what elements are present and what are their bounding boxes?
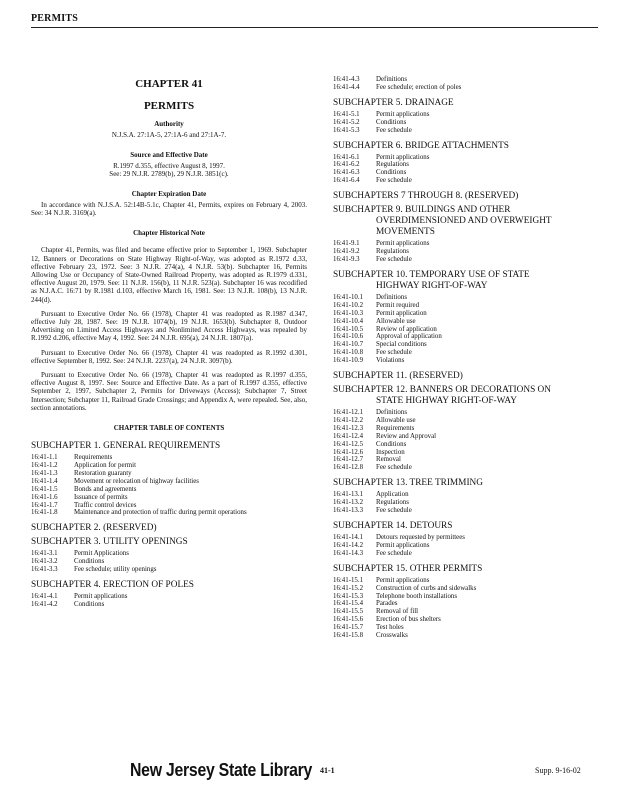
toc-entry bbox=[333, 632, 603, 640]
toc-entry bbox=[333, 84, 603, 92]
toc-entry bbox=[333, 349, 603, 357]
toc-entry bbox=[333, 169, 603, 177]
toc-entry bbox=[333, 294, 603, 302]
toc-entry bbox=[333, 542, 603, 550]
toc-entry-number: 16:41-6.2 bbox=[333, 161, 360, 169]
toc-entry-title: Definitions bbox=[376, 409, 408, 417]
toc-entry bbox=[333, 441, 603, 449]
toc-entry-number: 16:41-10.4 bbox=[333, 317, 364, 325]
toc-entry bbox=[31, 470, 307, 478]
toc-entry-title: Fee schedule; utility openings bbox=[74, 566, 157, 574]
toc-entry-title: Review and Approval bbox=[376, 432, 437, 440]
toc-entry-number: 16:41-4.2 bbox=[31, 600, 58, 608]
subchapter-heading bbox=[333, 98, 603, 109]
toc-entry-number: 16:41-5.3 bbox=[333, 126, 360, 134]
subchapter-heading-text: SUBCHAPTER 11. (RESERVED) bbox=[333, 371, 463, 382]
subchapter-heading-continuation: HIGHWAY RIGHT-OF-WAY bbox=[376, 280, 488, 291]
toc-entry-title: Application for permit bbox=[74, 461, 136, 469]
subchapter-heading-text: SUBCHAPTERS 7 THROUGH 8. (RESERVED) bbox=[333, 191, 519, 202]
toc-entry bbox=[333, 302, 603, 310]
toc-entry-title: Fee schedule bbox=[376, 126, 412, 134]
toc-entry-title: Permit applications bbox=[74, 593, 128, 601]
toc-entry bbox=[333, 491, 603, 499]
toc-left-list bbox=[31, 441, 307, 609]
toc-entry bbox=[333, 177, 603, 185]
toc-entry-number: 16:41-6.4 bbox=[333, 177, 360, 185]
toc-entry bbox=[333, 456, 603, 464]
chapter-number: CHAPTER 41 bbox=[135, 78, 203, 90]
toc-entry-title: Review of application bbox=[376, 325, 437, 333]
source-line-1: R.1997 d.355, effective August 8, 1997. bbox=[113, 162, 225, 170]
subchapter-heading bbox=[31, 441, 307, 452]
toc-entry-number: 16:41-13.1 bbox=[333, 491, 364, 499]
toc-entry bbox=[333, 357, 603, 365]
toc-entry bbox=[31, 558, 307, 566]
toc-entry-title: Telephone booth installations bbox=[376, 592, 458, 600]
toc-entry-number: 16:41-1.4 bbox=[31, 477, 58, 485]
toc-entry-number: 16:41-9.3 bbox=[333, 255, 360, 263]
toc-entry-number: 16:41-12.4 bbox=[333, 432, 364, 440]
toc-entry-title: Definitions bbox=[376, 76, 408, 83]
toc-entry-title: Parades bbox=[376, 600, 398, 608]
toc-entry-title: Construction of curbs and sidewalks bbox=[376, 584, 477, 592]
toc-entry-title: Restoration guaranty bbox=[74, 469, 132, 477]
toc-entry-title: Fee schedule bbox=[376, 349, 412, 357]
toc-entry bbox=[31, 509, 307, 517]
history-paragraph: Pursuant to Executive Order No. 66 (1978), Chapter 41 was readopted as R.1992 d.301, effective September 8, 1992. See: 24 N.J.R. 2237(a), 24 N.J.R. 3097(b). bbox=[31, 348, 307, 365]
toc-entry-number: 16:41-4.3 bbox=[333, 76, 360, 83]
toc-entry-title: Removal bbox=[376, 456, 401, 464]
toc-entry-number: 16:41-1.7 bbox=[31, 501, 58, 509]
toc-entry bbox=[333, 341, 603, 349]
toc-entry-title: Definitions bbox=[376, 293, 408, 301]
subchapter-heading-text: SUBCHAPTER 9. BUILDINGS AND OTHER bbox=[333, 205, 511, 216]
toc-entry bbox=[31, 462, 307, 470]
toc-entry-title: Traffic control devices bbox=[74, 501, 137, 509]
toc-entry-number: 16:41-5.2 bbox=[333, 118, 360, 126]
chapter-title: PERMITS bbox=[143, 100, 195, 112]
supplement-date: Supp. 9-16-02 bbox=[535, 766, 581, 775]
toc-entry-title: Permit Applications bbox=[74, 550, 129, 558]
subchapter-heading-text: SUBCHAPTER 2. (RESERVED) bbox=[31, 523, 157, 534]
toc-entry-title: Fee schedule bbox=[376, 177, 412, 185]
toc-entry-title: Application bbox=[376, 491, 409, 499]
toc-entry-number: 16:41-1.2 bbox=[31, 461, 58, 469]
toc-entry-number: 16:41-15.7 bbox=[333, 624, 364, 632]
library-name: New Jersey State Library bbox=[130, 760, 313, 780]
subchapter-heading bbox=[333, 371, 603, 382]
subchapter-heading bbox=[31, 523, 307, 534]
subchapter-sections bbox=[333, 111, 603, 135]
subchapter-heading bbox=[333, 521, 603, 532]
toc-entry-number: 16:41-12.6 bbox=[333, 448, 364, 456]
subchapter-heading-text: SUBCHAPTER 14. DETOURS bbox=[333, 521, 453, 531]
toc-entry bbox=[333, 240, 603, 248]
toc-entry-title: Allowable use bbox=[376, 416, 416, 424]
toc-entry bbox=[31, 601, 307, 609]
toc-entry bbox=[31, 454, 307, 462]
toc-entry-number: 16:41-15.4 bbox=[333, 600, 364, 608]
toc-entry-number: 16:41-4.4 bbox=[333, 83, 360, 91]
toc-entry-number: 16:41-10.3 bbox=[333, 309, 364, 317]
toc-entry-title: Conditions bbox=[376, 169, 407, 177]
subchapter-heading bbox=[333, 270, 603, 292]
toc-entry bbox=[333, 154, 603, 162]
subchapter-sections bbox=[333, 294, 603, 365]
subchapter-sections bbox=[333, 240, 603, 264]
history-paragraph: Pursuant to Executive Order No. 66 (1978), Chapter 41 was readopted as R.1997 d.355, effective August 8, 1997. See: Source and Effective Date. As a part of R.1997 d.355, effective September 2, 1997, Subchapter 2, Permits for Driveways (Access); Subchapter 7, Street Intersection; Subchapter 11, Railroad Grade Crossings; and Appendix A, were repealed. See, also, section annotations. bbox=[31, 371, 307, 412]
subchapter-heading-text: SUBCHAPTER 10. TEMPORARY USE OF STATE bbox=[333, 269, 530, 280]
toc-entry-title: Permit required bbox=[376, 301, 420, 309]
running-head: PERMITS bbox=[31, 13, 78, 24]
toc-entry bbox=[333, 127, 603, 135]
toc-entry-title: Movement or relocation of highway facilities bbox=[74, 477, 199, 485]
toc-entry-title: Test holes bbox=[376, 624, 404, 632]
subchapter-heading bbox=[333, 478, 603, 489]
toc-entry-number: 16:41-1.3 bbox=[31, 469, 58, 477]
toc-entry bbox=[333, 326, 603, 334]
toc-entry-title: Regulations bbox=[376, 499, 409, 507]
subchapter-heading bbox=[333, 191, 603, 202]
subchapter-heading-text: SUBCHAPTER 4. ERECTION OF POLES bbox=[31, 580, 194, 591]
toc-entry bbox=[333, 161, 603, 169]
toc-entry-title: Permit applications bbox=[376, 153, 430, 161]
toc-entry bbox=[333, 433, 603, 441]
toc-entry bbox=[333, 310, 603, 318]
subchapter-sections bbox=[31, 454, 307, 517]
toc-entry bbox=[333, 534, 603, 542]
subchapter-heading-text: SUBCHAPTER 6. BRIDGE ATTACHMENTS bbox=[333, 140, 509, 151]
subchapter-sections bbox=[333, 154, 603, 186]
toc-entry bbox=[31, 566, 307, 574]
page-number: 41-1 bbox=[320, 766, 335, 775]
toc-entry-number: 16:41-15.1 bbox=[333, 576, 364, 584]
toc-entry bbox=[333, 76, 603, 84]
toc-entry bbox=[333, 256, 603, 264]
subchapter-sections bbox=[31, 550, 307, 574]
toc-entry-title: Fee schedule; erection of poles bbox=[376, 83, 462, 91]
authority-heading: Authority bbox=[154, 120, 184, 128]
expiration-heading: Chapter Expiration Date bbox=[131, 190, 207, 198]
toc-entry bbox=[333, 550, 603, 558]
toc-entry-title: Bonds and agreements bbox=[74, 485, 137, 493]
toc-entry-number: 16:41-10.5 bbox=[333, 325, 364, 333]
toc-entry bbox=[333, 616, 603, 624]
toc-entry-number: 16:41-15.8 bbox=[333, 632, 364, 640]
subchapter-heading-text: SUBCHAPTER 12. BANNERS OR DECORATIONS ON bbox=[333, 385, 551, 396]
toc-entry-number: 16:41-10.7 bbox=[333, 341, 364, 349]
history-heading: Chapter Historical Note bbox=[133, 229, 205, 238]
toc-right-top-items bbox=[333, 76, 603, 92]
subchapter-heading-text: SUBCHAPTER 3. UTILITY OPENINGS bbox=[31, 537, 188, 548]
toc-entry-title: Permit applications bbox=[376, 576, 430, 584]
toc-entry-number: 16:41-6.3 bbox=[333, 169, 360, 177]
toc-entry-number: 16:41-15.6 bbox=[333, 616, 364, 624]
subchapter-sections bbox=[333, 577, 603, 640]
toc-entry bbox=[333, 507, 603, 515]
toc-entry-title: Permit application bbox=[376, 309, 427, 317]
toc-entry bbox=[333, 600, 603, 608]
toc-entry bbox=[31, 502, 307, 510]
toc-entry-title: Regulations bbox=[376, 161, 409, 169]
toc-entry-number: 16:41-12.5 bbox=[333, 440, 364, 448]
toc-entry bbox=[333, 318, 603, 326]
toc-entry-title: Inspection bbox=[376, 448, 405, 456]
subchapter-heading-text: SUBCHAPTER 13. TREE TRIMMING bbox=[333, 478, 483, 489]
toc-entry-title: Requirements bbox=[74, 454, 113, 462]
toc-entry-number: 16:41-3.2 bbox=[31, 558, 58, 566]
toc-entry-title: Fee schedule bbox=[376, 255, 412, 263]
toc-entry-number: 16:41-1.5 bbox=[31, 485, 58, 493]
toc-entry bbox=[31, 486, 307, 494]
toc-entry-number: 16:41-1.8 bbox=[31, 509, 58, 517]
toc-entry bbox=[333, 585, 603, 593]
toc-entry-title: Requirements bbox=[376, 424, 415, 432]
toc-entry-title: Permit applications bbox=[376, 541, 430, 549]
toc-entry bbox=[333, 111, 603, 119]
subchapter-heading-text: SUBCHAPTER 5. DRAINAGE bbox=[333, 97, 454, 108]
subchapter-heading bbox=[333, 141, 603, 152]
source-heading: Source and Effective Date bbox=[130, 151, 208, 159]
toc-right-list bbox=[333, 98, 603, 640]
toc-entry bbox=[31, 494, 307, 502]
toc-entry-title: Conditions bbox=[74, 558, 105, 566]
toc-entry-title: Approval of application bbox=[376, 333, 442, 341]
toc-entry bbox=[333, 449, 603, 457]
subchapter-heading-continuation: OVERDIMENSIONED AND OVERWEIGHT MOVEMENTS bbox=[376, 216, 552, 238]
toc-entry-title: Fee schedule bbox=[376, 464, 412, 472]
toc-entry bbox=[333, 464, 603, 472]
subchapter-sections bbox=[333, 409, 603, 472]
subchapter-heading bbox=[333, 564, 603, 575]
toc-entry-title: Crosswalks bbox=[376, 632, 408, 640]
toc-entry-number: 16:41-15.5 bbox=[333, 608, 364, 616]
subchapter-heading-continuation: STATE HIGHWAY RIGHT-OF-WAY bbox=[376, 396, 517, 407]
toc-entry-title: Regulations bbox=[376, 248, 409, 256]
toc-entry-number: 16:41-13.3 bbox=[333, 507, 364, 515]
subchapter-heading bbox=[333, 385, 603, 407]
toc-entry-number: 16:41-1.1 bbox=[31, 454, 58, 462]
toc-entry-title: Special conditions bbox=[376, 341, 427, 349]
toc-entry bbox=[31, 478, 307, 486]
toc-entry-number: 16:41-13.2 bbox=[333, 499, 364, 507]
toc-entry-number: 16:41-9.1 bbox=[333, 240, 360, 248]
subchapter-heading bbox=[31, 537, 307, 548]
toc-entry bbox=[333, 248, 603, 256]
toc-entry-number: 16:41-4.1 bbox=[31, 593, 58, 601]
authority-text: N.J.S.A. 27:1A-5, 27:1A-6 and 27:1A-7. bbox=[111, 131, 227, 139]
toc-entry-title: Detours requested by permittees bbox=[376, 534, 465, 541]
toc-entry-title: Allowable use bbox=[376, 317, 416, 325]
toc-entry-title: Conditions bbox=[376, 440, 407, 448]
toc-heading: CHAPTER TABLE OF CONTENTS bbox=[113, 424, 225, 433]
toc-entry-number: 16:41-14.3 bbox=[333, 549, 364, 557]
toc-entry-number: 16:41-10.1 bbox=[333, 293, 364, 301]
toc-entry-number: 16:41-1.6 bbox=[31, 493, 58, 501]
toc-entry bbox=[333, 409, 603, 417]
toc-entry-title: Permit applications bbox=[376, 240, 430, 248]
toc-entry-title: Permit applications bbox=[376, 110, 430, 118]
toc-entry-title: Violations bbox=[376, 357, 405, 365]
source-line-2: See: 29 N.J.R. 2789(b), 29 N.J.R. 3851(c). bbox=[109, 170, 229, 178]
expiration-text: In accordance with N.J.S.A. 52:14B-5.1c, Chapter 41, Permits, expires on February 4, 2003. See: 34 N.J.R. 3169(a). bbox=[31, 201, 307, 218]
toc-entry-number: 16:41-15.2 bbox=[333, 584, 364, 592]
toc-entry-number: 16:41-12.1 bbox=[333, 409, 364, 417]
toc-entry-number: 16:41-14.1 bbox=[333, 534, 364, 541]
toc-entry-number: 16:41-10.2 bbox=[333, 301, 364, 309]
toc-entry bbox=[333, 577, 603, 585]
toc-entry-number: 16:41-5.1 bbox=[333, 110, 360, 118]
history-paragraph: Pursuant to Executive Order No. 66 (1978), Chapter 41 was readopted as R.1987 d.347, effective July 28, 1987. See: 19 N.J.R. 1074(b), 19 N.J.R. 1653(b). Subchapter 8, Outdoor Advertising on Limited Access Highways and Nonlimited Access Highways, was repealed by R.1992 d.206, effective May 4, 1992. See: 24 N.J.R. 695(a), 24 N.J.R. 1807(a). bbox=[31, 309, 307, 343]
toc-entry-title: Maintenance and protection of traffic during permit operations bbox=[74, 509, 247, 517]
toc-entry-number: 16:41-10.8 bbox=[333, 349, 364, 357]
toc-entry bbox=[333, 499, 603, 507]
toc-entry bbox=[333, 333, 603, 341]
toc-entry bbox=[333, 624, 603, 632]
toc-entry-number: 16:41-3.1 bbox=[31, 550, 58, 558]
toc-entry-number: 16:41-15.3 bbox=[333, 592, 364, 600]
toc-entry-title: Fee schedule bbox=[376, 549, 412, 557]
toc-entry bbox=[333, 425, 603, 433]
subchapter-heading-text: SUBCHAPTER 1. GENERAL REQUIREMENTS bbox=[31, 441, 221, 452]
toc-entry-title: Erection of bus shelters bbox=[376, 616, 441, 624]
toc-entry bbox=[333, 417, 603, 425]
toc-entry-number: 16:41-10.9 bbox=[333, 357, 364, 365]
subchapter-sections bbox=[333, 491, 603, 515]
history-paragraph: Chapter 41, Permits, was filed and became effective prior to September 1, 1969. Subchapter 12, Banners or Decorations on State Highway Right-of-Way, was adopted as R.1972 d.33, effective February 23, 1972. See: 3 N.J.R. 274(a), 4 N.J.R. 53(b). Subchapter 16, Permits Allowing Use or Occupancy of State-Owned Railroad Property, was adopted as R.1979 d.331, effective August 20, 1979. See: 11 N.J.R. 156(b), 11 N.J.R. 523(a). Subchapter 16 was recodified as N.J.A.C. 16:71 by R.1981 d.103, effective March 16, 1981. See: 13 N.J.R. 108(b), 13 N.J.R. 244(d). bbox=[31, 246, 307, 304]
subchapter-sections bbox=[31, 593, 307, 609]
toc-entry-title: Issuance of permits bbox=[74, 493, 128, 501]
toc-entry-number: 16:41-12.8 bbox=[333, 464, 364, 472]
subchapter-heading bbox=[31, 580, 307, 591]
toc-entry-title: Fee schedule bbox=[376, 507, 412, 515]
subchapter-heading-text: SUBCHAPTER 15. OTHER PERMITS bbox=[333, 563, 483, 574]
toc-entry-title: Removal of fill bbox=[376, 608, 419, 616]
toc-entry bbox=[333, 593, 603, 601]
toc-entry bbox=[31, 550, 307, 558]
toc-entry-number: 16:41-10.6 bbox=[333, 333, 364, 341]
toc-entry bbox=[333, 119, 603, 127]
toc-entry bbox=[31, 593, 307, 601]
left-column bbox=[31, 78, 307, 615]
toc-entry-number: 16:41-12.3 bbox=[333, 424, 364, 432]
toc-entry-title: Conditions bbox=[376, 118, 407, 126]
page-footer bbox=[0, 760, 629, 790]
toc-entry-number: 16:41-9.2 bbox=[333, 248, 360, 256]
toc-entry-number: 16:41-3.3 bbox=[31, 566, 58, 574]
toc-entry-number: 16:41-12.2 bbox=[333, 416, 364, 424]
toc-entry-number: 16:41-6.1 bbox=[333, 153, 360, 161]
header-rule bbox=[31, 27, 598, 28]
toc-entry-number: 16:41-14.2 bbox=[333, 541, 364, 549]
subchapter-heading bbox=[333, 205, 603, 238]
right-column bbox=[333, 76, 603, 646]
toc-entry-number: 16:41-12.7 bbox=[333, 456, 364, 464]
subchapter-sections bbox=[333, 534, 603, 558]
toc-entry bbox=[333, 608, 603, 616]
toc-entry-title: Conditions bbox=[74, 600, 105, 608]
